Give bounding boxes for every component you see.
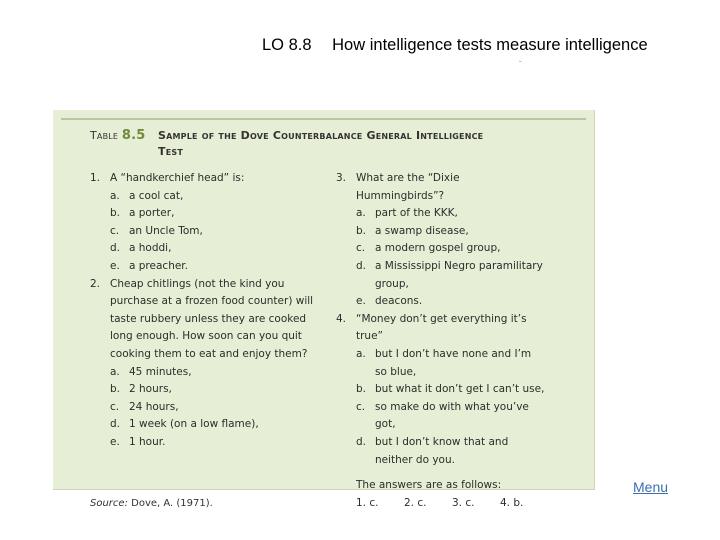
option: b. a swamp disease,: [356, 224, 469, 237]
answer: 1. c.: [356, 496, 379, 509]
question-text: What are the “Dixie Hummingbirds”?: [356, 172, 460, 202]
question-text: “Money don’t get everything it’s true”: [356, 312, 527, 343]
slide-header: [262, 36, 648, 55]
option: b. a porter,: [110, 207, 175, 220]
question-text: Cheap chitlings (not the kind you purchase at a frozen food counter) will taste rubbery unless they are cooked long enough. How soon can you quit cooking them to eat and enjoy them?: [110, 277, 314, 360]
source-citation: Source: Dove, A. (1971).: [90, 498, 213, 509]
question-3: 3. What are the “Dixie Hummingbirds”? a. part of the KKK, b. a swamp disease, c. a modern gospel group, d. a Mississippi Negro paramilitary group, e. deacons.: [336, 170, 546, 311]
option: e. 1 hour.: [110, 435, 166, 448]
right-column: [336, 170, 546, 512]
option: e. deacons.: [356, 295, 423, 308]
stray-mark: ˇ: [519, 60, 522, 69]
option: a. part of the KKK,: [356, 207, 458, 220]
question-1: 1. A “handkerchief head” is: a. a cool cat, b. a porter, c. an Uncle Tom, d. a hoddi, e. a preacher.: [90, 170, 315, 276]
slide-title: How intelligence tests measure intelligence: [332, 36, 648, 54]
option: a. but I don’t have none and I’m so blue,: [356, 347, 532, 378]
option: d. 1 week (on a low flame),: [110, 418, 259, 431]
answer: 3. c.: [452, 496, 475, 509]
option: c. so make do with what you’ve got,: [356, 400, 529, 431]
option: d. a Mississippi Negro paramilitary group,: [356, 259, 543, 290]
answer: 4. b.: [500, 496, 524, 509]
option: d. but I don’t know that and neither do you.: [356, 435, 509, 466]
option: a. a cool cat,: [110, 189, 184, 202]
table-name: Sample of the Dove Counterbalance General Intelligence Test: [158, 129, 484, 158]
option: a. 45 minutes,: [110, 365, 192, 378]
question-text: A “handkerchief head” is:: [110, 172, 245, 184]
option: d. a hoddi,: [110, 242, 172, 255]
table-rule: [61, 118, 586, 120]
option: c. a modern gospel group,: [356, 242, 501, 255]
question-4: 4. “Money don’t get everything it’s true” a. but I don’t have none and I’m so blue, b. but what it don’t get I can’t use, c. so make do with what you’ve got, d. but I don’t know that and neither do you.: [336, 311, 546, 469]
option: e. a preacher.: [110, 259, 188, 272]
learning-objective-code: LO 8.8: [262, 36, 312, 54]
menu-link[interactable]: Menu: [633, 479, 669, 495]
table-title: [90, 128, 484, 158]
option: c. 24 hours,: [110, 400, 179, 413]
answer-key: [336, 495, 546, 513]
option: b. but what it don’t get I can’t use,: [356, 383, 545, 396]
option: c. an Uncle Tom,: [110, 224, 203, 237]
left-column: [90, 170, 315, 452]
option: b. 2 hours,: [110, 383, 172, 396]
question-2: 2. Cheap chitlings (not the kind you purchase at a frozen food counter) will taste rubbery unless they are cooked long enough. How soon can you quit cooking them to eat and enjoy them? a. 45 minutes, b. 2 hours, c. 24 hours, d. 1 week (on a low flame), e. 1 hour.: [90, 276, 315, 452]
table-label: Table 8.5: [90, 128, 146, 143]
answer: 2. c.: [404, 496, 427, 509]
answers-heading: The answers are as follows:: [356, 479, 502, 492]
